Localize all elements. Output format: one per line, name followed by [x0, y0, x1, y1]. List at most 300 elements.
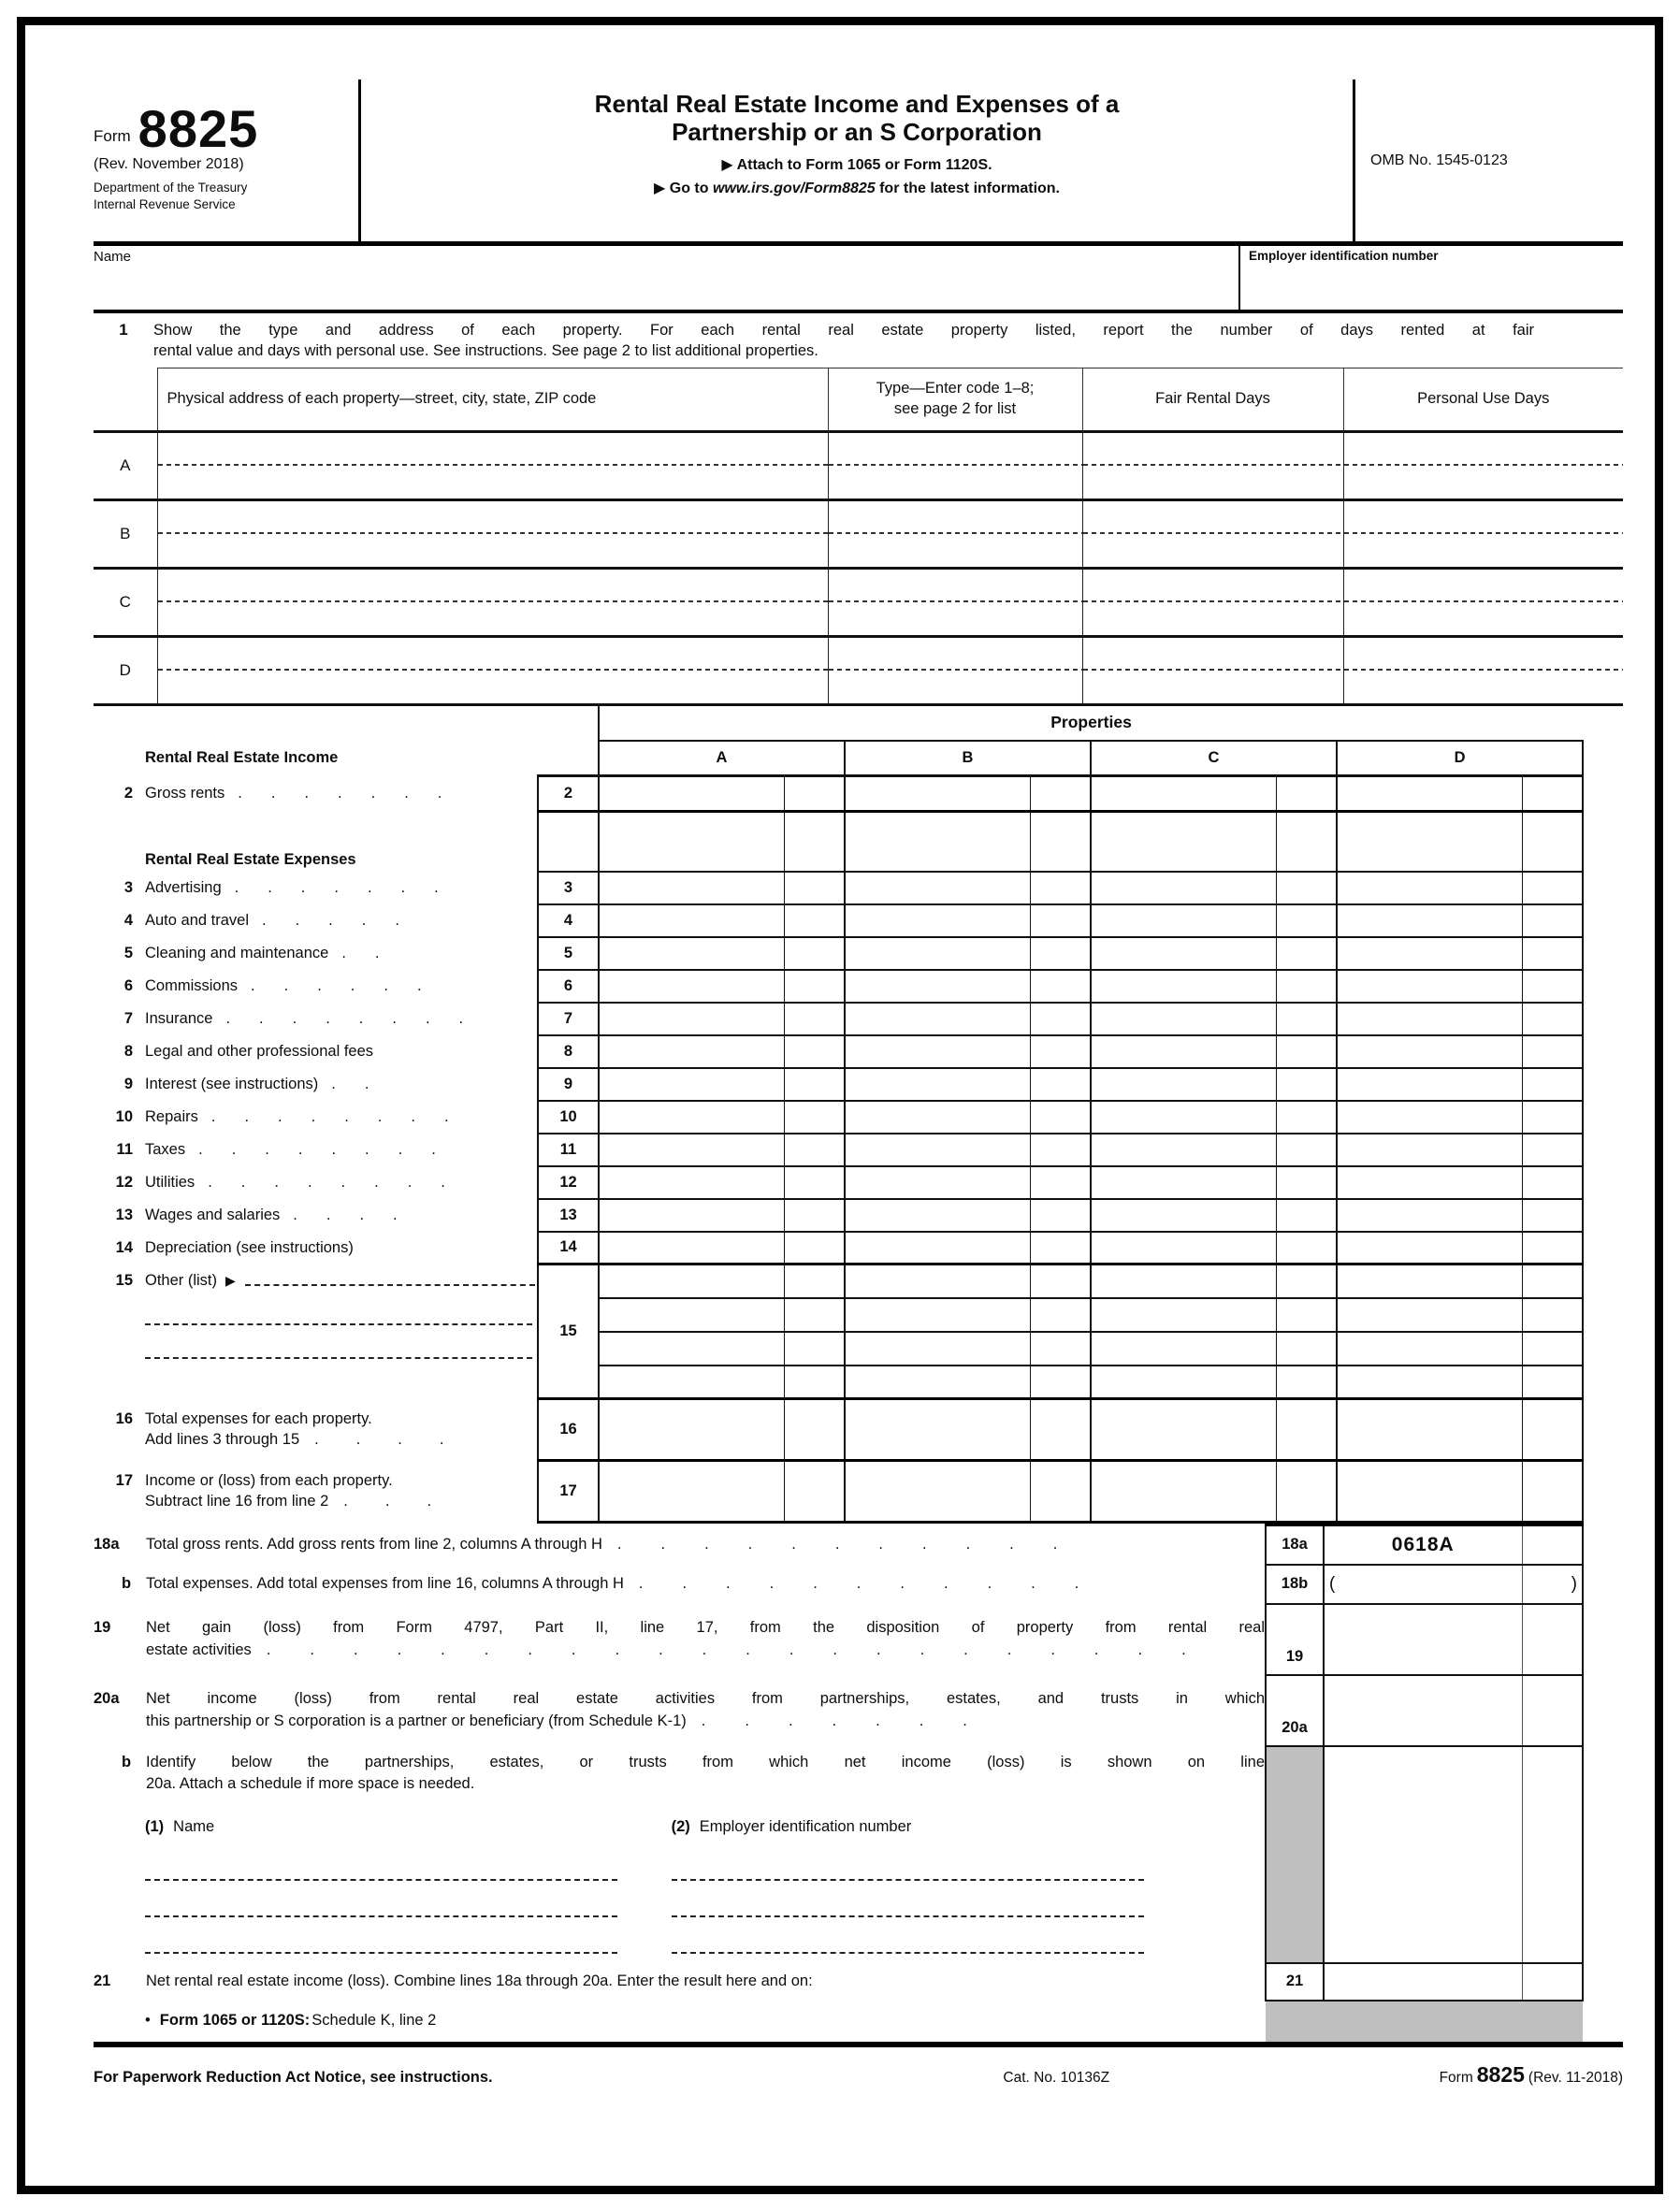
personal-days-field[interactable] — [1343, 636, 1623, 704]
line-12-row — [94, 1166, 1583, 1199]
cents-cell-c[interactable] — [1276, 970, 1337, 1003]
amount-cell-b[interactable] — [845, 1068, 1030, 1101]
dot-leaders: .. — [331, 1075, 398, 1092]
fair-days-field[interactable] — [1082, 636, 1343, 704]
line-label: Total gross rents. Add gross rents from line 2, columns A through H ........... — [146, 1535, 1097, 1553]
line-number: 8 — [123, 1042, 133, 1060]
cents-cell-a[interactable] — [784, 1232, 845, 1264]
cents-cell-d[interactable] — [1522, 1199, 1583, 1232]
line-label: Net income (loss) from rental real estate activities from partnerships, estates, and trusts in which this partnership or S corporation is a partner or beneficiary (from Schedule K-1) ....... — [146, 1689, 1265, 1729]
amount-cell-a[interactable] — [599, 1166, 784, 1199]
line-label: Other (list) — [145, 1272, 218, 1290]
line1-number: 1 — [119, 321, 128, 339]
cents-cell-c[interactable] — [1276, 1461, 1337, 1523]
cents-cell-b[interactable] — [1030, 1101, 1091, 1134]
property-row-a — [94, 431, 1623, 499]
cents-cell-b[interactable] — [1030, 937, 1091, 970]
line-15-row-2 — [94, 1298, 1583, 1332]
address-field[interactable] — [157, 636, 828, 704]
amount-cell-c[interactable] — [1091, 1461, 1276, 1523]
line-15-row-4 — [94, 1366, 1583, 1399]
cents-cell-b[interactable] — [1030, 970, 1091, 1003]
line-label: Identify below the partnerships, estates, or trusts from which net income (loss) is shown on line 20a. Attach a schedule if more space is needed. — [146, 1753, 1265, 1793]
dot-leaders: .. — [341, 944, 409, 961]
line-label: Income or (loss) from each property. Subtract line 16 from line 2 ... — [145, 1471, 470, 1510]
form-word: Form — [94, 127, 131, 146]
amount-cell-b[interactable] — [845, 1461, 1030, 1523]
schedule-k1-names — [94, 1818, 1265, 1954]
line-5-row — [94, 937, 1583, 970]
cents-cell-d[interactable] — [1522, 1264, 1583, 1298]
line-15-row-3 — [94, 1332, 1583, 1366]
cents-cell-c[interactable] — [1276, 1332, 1337, 1366]
amount-cell-a[interactable] — [599, 1232, 784, 1264]
type-column-header: Type—Enter code 1–8; see page 2 for list — [828, 368, 1082, 431]
cents-cell-b[interactable] — [1030, 1134, 1091, 1166]
amount-cell-a[interactable] — [599, 1298, 784, 1332]
cents-cell-d[interactable] — [1522, 1461, 1583, 1523]
cents-cell-b[interactable] — [1030, 776, 1091, 812]
amount-cell-b[interactable] — [845, 1232, 1030, 1264]
cents-cell-d[interactable] — [1522, 776, 1583, 812]
cents-cell-b[interactable] — [1030, 1399, 1091, 1461]
catalog-number: Cat. No. 10136Z — [1003, 2069, 1110, 2086]
amount-cell-b[interactable] — [845, 1366, 1030, 1399]
irs-url: www.irs.gov/Form8825 — [712, 180, 876, 196]
type-field[interactable] — [828, 431, 1082, 499]
cents-cell-b[interactable] — [1030, 1366, 1091, 1399]
amount-cell-b[interactable] — [845, 1166, 1030, 1199]
cents-cell-d[interactable] — [1522, 937, 1583, 970]
cents-cell-b[interactable] — [1030, 1461, 1091, 1523]
amount-cell-c[interactable] — [1091, 1332, 1276, 1366]
cents-cell-c[interactable] — [1276, 937, 1337, 970]
amount-cell-a[interactable] — [599, 1399, 784, 1461]
ein-box[interactable] — [1238, 246, 1623, 310]
cents-cell-d[interactable] — [1522, 970, 1583, 1003]
cents-cell-b[interactable] — [1030, 872, 1091, 904]
cents-cell-c[interactable] — [1276, 1366, 1337, 1399]
amount-cell-c[interactable] — [1091, 1003, 1276, 1035]
fair-days-field[interactable] — [1082, 568, 1343, 636]
amount-cell-d[interactable] — [1337, 1232, 1522, 1264]
amount-cell-d[interactable] — [1337, 1332, 1522, 1366]
cents-cell-a[interactable] — [784, 904, 845, 937]
amount-cell-b[interactable] — [845, 904, 1030, 937]
amount-cell-b[interactable] — [845, 937, 1030, 970]
cents-cell-b[interactable] — [1030, 1035, 1091, 1068]
omb-box — [1353, 79, 1623, 241]
line-number: 18a — [94, 1535, 120, 1553]
cents-cell-c[interactable] — [1276, 1035, 1337, 1068]
cents-cell-c[interactable] — [1276, 776, 1337, 812]
amount-cell-d[interactable] — [1337, 970, 1522, 1003]
dot-leaders: ........ — [208, 1173, 474, 1191]
amount-cell-d[interactable] — [1337, 1003, 1522, 1035]
amount-cell-c[interactable] — [1091, 1035, 1276, 1068]
line-number-box: 4 — [538, 904, 599, 937]
cents-cell-a[interactable] — [784, 1101, 845, 1134]
amount-cell-d[interactable] — [1337, 1199, 1522, 1232]
amount-cell-c[interactable] — [1091, 1232, 1276, 1264]
line-4-row — [94, 904, 1583, 937]
line-label: Auto and travel — [145, 911, 249, 929]
line-number: 19 — [94, 1618, 111, 1636]
cents-cell-d[interactable] — [1522, 904, 1583, 937]
form-header — [94, 79, 1623, 246]
expenses-section-heading: Rental Real Estate Expenses — [145, 850, 356, 868]
totals-table — [94, 1524, 1584, 2042]
amount-cell-a[interactable] — [599, 904, 784, 937]
cents-cell-c[interactable] — [1276, 1068, 1337, 1101]
cents-cell-d[interactable] — [1522, 1035, 1583, 1068]
cents-cell-b[interactable] — [1030, 1332, 1091, 1366]
name-column-header: (1) Name — [145, 1818, 215, 1836]
cents-cell-b[interactable] — [1030, 1264, 1091, 1298]
line-number-box: 8 — [538, 1035, 599, 1068]
line-20a-cents[interactable] — [1522, 1675, 1583, 1746]
cents-cell-b[interactable] — [1030, 904, 1091, 937]
name-input[interactable] — [131, 246, 1238, 310]
line-number-box: 13 — [538, 1199, 599, 1232]
line-18b-amount[interactable] — [1324, 1565, 1522, 1604]
cents-cell-a[interactable] — [784, 937, 845, 970]
fair-days-field[interactable] — [1082, 431, 1343, 499]
amount-cell-d[interactable] — [1337, 776, 1522, 812]
line-number-box: 21 — [1266, 1963, 1324, 2001]
amount-cell-d[interactable] — [1337, 1399, 1522, 1461]
line-label: Utilities — [145, 1173, 196, 1191]
line-number: 7 — [123, 1009, 133, 1027]
amount-cell-d[interactable] — [1337, 1366, 1522, 1399]
amount-cell-b[interactable] — [845, 1332, 1030, 1366]
amount-cell-d[interactable] — [1337, 904, 1522, 937]
line-10-row — [94, 1101, 1583, 1134]
cents-cell-c[interactable] — [1276, 1232, 1337, 1264]
line-number: 21 — [94, 1972, 111, 1989]
personal-use-days-header: Personal Use Days — [1343, 368, 1623, 431]
column-d-header: D — [1337, 741, 1583, 776]
cents-cell-d[interactable] — [1522, 1232, 1583, 1264]
line-label: Repairs — [145, 1107, 198, 1125]
ein-writein-line[interactable] — [672, 1915, 1144, 1917]
form-footer — [94, 2062, 1623, 2088]
cents-cell-a[interactable] — [784, 1035, 845, 1068]
line-number: 13 — [115, 1206, 133, 1223]
amount-cell-a[interactable] — [599, 1461, 784, 1523]
cents-cell-a[interactable] — [784, 1298, 845, 1332]
amount-cell-d[interactable] — [1337, 1166, 1522, 1199]
cents-cell-b[interactable] — [1030, 1199, 1091, 1232]
properties-header-row — [94, 706, 1583, 741]
cents-cell-d[interactable] — [1522, 872, 1583, 904]
name-writein-line[interactable] — [145, 1879, 617, 1881]
line-number-box: 7 — [538, 1003, 599, 1035]
amount-cell-a[interactable] — [599, 776, 784, 812]
amount-cell-d[interactable] — [1337, 1264, 1522, 1298]
amount-cell-d[interactable] — [1337, 1134, 1522, 1166]
line-label: Interest (see instructions) — [145, 1075, 319, 1092]
goto-note: ▶ Go to www.irs.gov/Form8825 for the latest information. — [654, 180, 1060, 196]
line-18b-row — [94, 1565, 1583, 1604]
line-21-amount[interactable] — [1324, 1963, 1522, 2001]
cents-cell-a[interactable] — [784, 1166, 845, 1199]
line-21-cents[interactable] — [1522, 1963, 1583, 2001]
cents-cell-a[interactable] — [784, 872, 845, 904]
amount-cell-d[interactable] — [1337, 1461, 1522, 1523]
line-number: 6 — [123, 976, 133, 994]
cents-cell-d[interactable] — [1522, 1003, 1583, 1035]
amount-cell-c[interactable] — [1091, 1399, 1276, 1461]
dot-leaders: .... — [314, 1430, 482, 1448]
amount-cell-b[interactable] — [845, 970, 1030, 1003]
attach-note: ▶ Attach to Form 1065 or Form 1120S. — [721, 156, 992, 173]
line-number-box: 10 — [538, 1101, 599, 1134]
cents-cell-c[interactable] — [1276, 1199, 1337, 1232]
line-number-box: 20a — [1266, 1675, 1324, 1746]
amount-cell-c[interactable] — [1091, 1264, 1276, 1298]
line-14-row — [94, 1232, 1583, 1264]
form-number-block — [94, 79, 358, 241]
cents-cell-c[interactable] — [1276, 1003, 1337, 1035]
cents-cell-a[interactable] — [784, 1264, 845, 1298]
line-19-row — [94, 1604, 1583, 1675]
cents-cell-d[interactable] — [1522, 1366, 1583, 1399]
amount-cell-a[interactable] — [599, 1264, 784, 1298]
cents-cell-a[interactable] — [784, 1399, 845, 1461]
column-c-header: C — [1091, 741, 1337, 776]
dot-leaders: ...... — [251, 976, 451, 994]
amount-cell-d[interactable] — [1337, 937, 1522, 970]
cents-cell-d[interactable] — [1522, 1332, 1583, 1366]
ein-column — [672, 1818, 1265, 1954]
amount-cell-a[interactable] — [599, 1366, 784, 1399]
cents-cell-a[interactable] — [784, 1134, 845, 1166]
amount-cell-b[interactable] — [845, 1399, 1030, 1461]
line-number-box: 19 — [1266, 1604, 1324, 1675]
amount-cell-a[interactable] — [599, 1134, 784, 1166]
schedule-k-note-row — [94, 2001, 1583, 2042]
line-label: Commissions — [145, 976, 239, 994]
address-field[interactable] — [157, 431, 828, 499]
amount-cell-a[interactable] — [599, 1068, 784, 1101]
title-block — [358, 79, 1353, 241]
row-letter-header — [94, 368, 157, 431]
personal-days-field[interactable] — [1343, 499, 1623, 568]
amount-cell-b[interactable] — [845, 1101, 1030, 1134]
row-letter: A — [94, 431, 157, 499]
cents-cell-b[interactable] — [1030, 1068, 1091, 1101]
amount-cell-c[interactable] — [1091, 1134, 1276, 1166]
cents-cell-c[interactable] — [1276, 1134, 1337, 1166]
cents-cell-c[interactable] — [1276, 872, 1337, 904]
cents-cell-b[interactable] — [1030, 1232, 1091, 1264]
line-20a-row — [94, 1675, 1583, 1746]
line-label: Wages and salaries — [145, 1206, 281, 1223]
other-writein-line[interactable] — [145, 1323, 532, 1325]
revision-date: (Rev. November 2018) — [94, 156, 244, 173]
amount-cell-b[interactable] — [845, 872, 1030, 904]
line-number: 4 — [123, 911, 133, 929]
amount-cell-c[interactable] — [1091, 970, 1276, 1003]
cents-cell-b[interactable] — [1030, 1003, 1091, 1035]
line-3-row — [94, 872, 1583, 904]
cents-cell-a[interactable] — [784, 1366, 845, 1399]
cents-cell-d[interactable] — [1522, 1399, 1583, 1461]
line-20b-amount-area — [1324, 1746, 1522, 1963]
cents-cell-c[interactable] — [1276, 1101, 1337, 1134]
personal-days-field[interactable] — [1343, 431, 1623, 499]
line-number: 10 — [115, 1107, 133, 1125]
dot-leaders: ....... — [701, 1712, 1007, 1729]
amount-cell-c[interactable] — [1091, 1068, 1276, 1101]
cents-cell-d[interactable] — [1522, 1134, 1583, 1166]
amount-cell-b[interactable] — [845, 776, 1030, 812]
line-label: Total expenses for each property. Add lines 3 through 15 .... — [145, 1409, 482, 1448]
line-19-amount[interactable] — [1324, 1604, 1522, 1675]
cents-cell-d[interactable] — [1522, 1166, 1583, 1199]
name-writein-line[interactable] — [145, 1952, 617, 1954]
ein-label: Employer identification number — [1249, 249, 1439, 263]
type-field[interactable] — [828, 568, 1082, 636]
property-row-d — [94, 636, 1623, 704]
amount-cell-b[interactable] — [845, 1003, 1030, 1035]
ein-writein-line[interactable] — [672, 1952, 1144, 1954]
cents-cell-a[interactable] — [784, 1332, 845, 1366]
cents-cell-a[interactable] — [784, 1068, 845, 1101]
type-field[interactable] — [828, 636, 1082, 704]
line-number: 16 — [115, 1409, 133, 1427]
cents-cell-c[interactable] — [1276, 1399, 1337, 1461]
cents-cell-b[interactable] — [1030, 1298, 1091, 1332]
name-writein-line[interactable] — [145, 1915, 617, 1917]
cents-cell-c[interactable] — [1276, 904, 1337, 937]
line-18a-cents[interactable] — [1522, 1525, 1583, 1565]
address-column-header: Physical address of each property—street, city, state, ZIP code — [157, 368, 828, 431]
line-number: 20a — [94, 1689, 120, 1707]
amount-cell-c[interactable] — [1091, 776, 1276, 812]
amount-cell-d[interactable] — [1337, 1035, 1522, 1068]
line-label: Advertising — [145, 878, 222, 896]
dot-leaders: ..... — [262, 911, 428, 929]
expenses-heading-row — [94, 812, 1583, 872]
line-13-row — [94, 1199, 1583, 1232]
cents-cell-a[interactable] — [784, 1003, 845, 1035]
cents-cell-c[interactable] — [1276, 1264, 1337, 1298]
name-label: Name — [94, 249, 132, 265]
line-number-box: 11 — [538, 1134, 599, 1166]
amount-cell-b[interactable] — [845, 1199, 1030, 1232]
line-19-cents[interactable] — [1522, 1604, 1583, 1675]
other-writein-line[interactable] — [145, 1357, 532, 1359]
shaded-number-box — [1266, 1746, 1324, 1963]
line-18a-amount[interactable] — [1324, 1525, 1522, 1565]
dot-leaders: .... — [293, 1206, 427, 1223]
agency-line-1: Department of the Treasury — [94, 181, 248, 195]
line-number: 9 — [123, 1075, 133, 1092]
line-20b-row — [94, 1746, 1583, 1963]
cents-cell-c[interactable] — [1276, 1298, 1337, 1332]
line-label: Net rental real estate income (loss). Combine lines 18a through 20a. Enter the result here and on: — [146, 1972, 813, 1989]
agency-line-2: Internal Revenue Service — [94, 197, 236, 212]
amount-cell-d[interactable] — [1337, 1068, 1522, 1101]
amount-cell-c[interactable] — [1091, 937, 1276, 970]
address-field[interactable] — [157, 499, 828, 568]
fair-days-field[interactable] — [1082, 499, 1343, 568]
amount-cell-b[interactable] — [845, 1134, 1030, 1166]
line-number-box: 17 — [538, 1461, 599, 1523]
amount-cell-a[interactable] — [599, 937, 784, 970]
line-20a-amount[interactable] — [1324, 1675, 1522, 1746]
property-address-table — [94, 368, 1623, 706]
amount-cell-c[interactable] — [1091, 1366, 1276, 1399]
cents-cell-a[interactable] — [784, 1199, 845, 1232]
dot-leaders: ........... — [616, 1535, 1097, 1553]
amount-cell-d[interactable] — [1337, 872, 1522, 904]
amount-cell-a[interactable] — [599, 1199, 784, 1232]
amount-cell-c[interactable] — [1091, 904, 1276, 937]
amount-cell-a[interactable] — [599, 1003, 784, 1035]
dot-leaders: ...................... — [266, 1640, 1225, 1658]
cents-cell-a[interactable] — [784, 1461, 845, 1523]
row-letter: C — [94, 568, 157, 636]
column-a-header: A — [599, 741, 845, 776]
cents-cell-d[interactable] — [1522, 1101, 1583, 1134]
line-number-box: 14 — [538, 1232, 599, 1264]
amount-cell-a[interactable] — [599, 1101, 784, 1134]
dot-leaders: ........ — [198, 1140, 465, 1158]
amount-cell-b[interactable] — [845, 1264, 1030, 1298]
column-letters-row — [94, 741, 1583, 776]
amount-cell-d[interactable] — [1337, 1101, 1522, 1134]
cents-cell-b[interactable] — [1030, 1166, 1091, 1199]
amount-cell-a[interactable] — [599, 872, 784, 904]
amount-cell-a[interactable] — [599, 1035, 784, 1068]
footer-form-id: Form 8825 (Rev. 11-2018) — [1439, 2061, 1623, 2087]
amount-cell-a[interactable] — [599, 970, 784, 1003]
line-number: 2 — [123, 785, 133, 802]
address-field[interactable] — [157, 568, 828, 636]
amount-cell-b[interactable] — [845, 1035, 1030, 1068]
dot-leaders: ....... — [234, 878, 468, 896]
amount-cell-c[interactable] — [1091, 1166, 1276, 1199]
cents-cell-d[interactable] — [1522, 1068, 1583, 1101]
cents-cell-a[interactable] — [784, 776, 845, 812]
dot-leaders: ........... — [638, 1574, 1119, 1592]
amount-cell-d[interactable] — [1337, 1298, 1522, 1332]
personal-days-field[interactable] — [1343, 568, 1623, 636]
amount-cell-c[interactable] — [1091, 1298, 1276, 1332]
line-label: Net gain (loss) from Form 4797, Part II, line 17, from the disposition of property from rental real estate activities ...................... — [146, 1618, 1265, 1658]
line-18b-cents[interactable] — [1522, 1565, 1583, 1604]
line-label: Gross rents — [145, 785, 225, 802]
amount-cell-c[interactable] — [1091, 872, 1276, 904]
amount-cell-c[interactable] — [1091, 1199, 1276, 1232]
line-17-row — [94, 1461, 1583, 1523]
other-writein-line[interactable] — [245, 1282, 535, 1286]
cents-cell-d[interactable] — [1522, 1298, 1583, 1332]
amount-cell-a[interactable] — [599, 1332, 784, 1366]
ein-writein-line[interactable] — [672, 1879, 1144, 1881]
line-21-row — [94, 1963, 1583, 2001]
cents-cell-c[interactable] — [1276, 1166, 1337, 1199]
cents-cell-a[interactable] — [784, 970, 845, 1003]
amount-cell-b[interactable] — [845, 1298, 1030, 1332]
identity-row — [94, 246, 1623, 313]
line-label: Depreciation (see instructions) — [145, 1238, 354, 1256]
type-field[interactable] — [828, 499, 1082, 568]
amount-cell-c[interactable] — [1091, 1101, 1276, 1134]
